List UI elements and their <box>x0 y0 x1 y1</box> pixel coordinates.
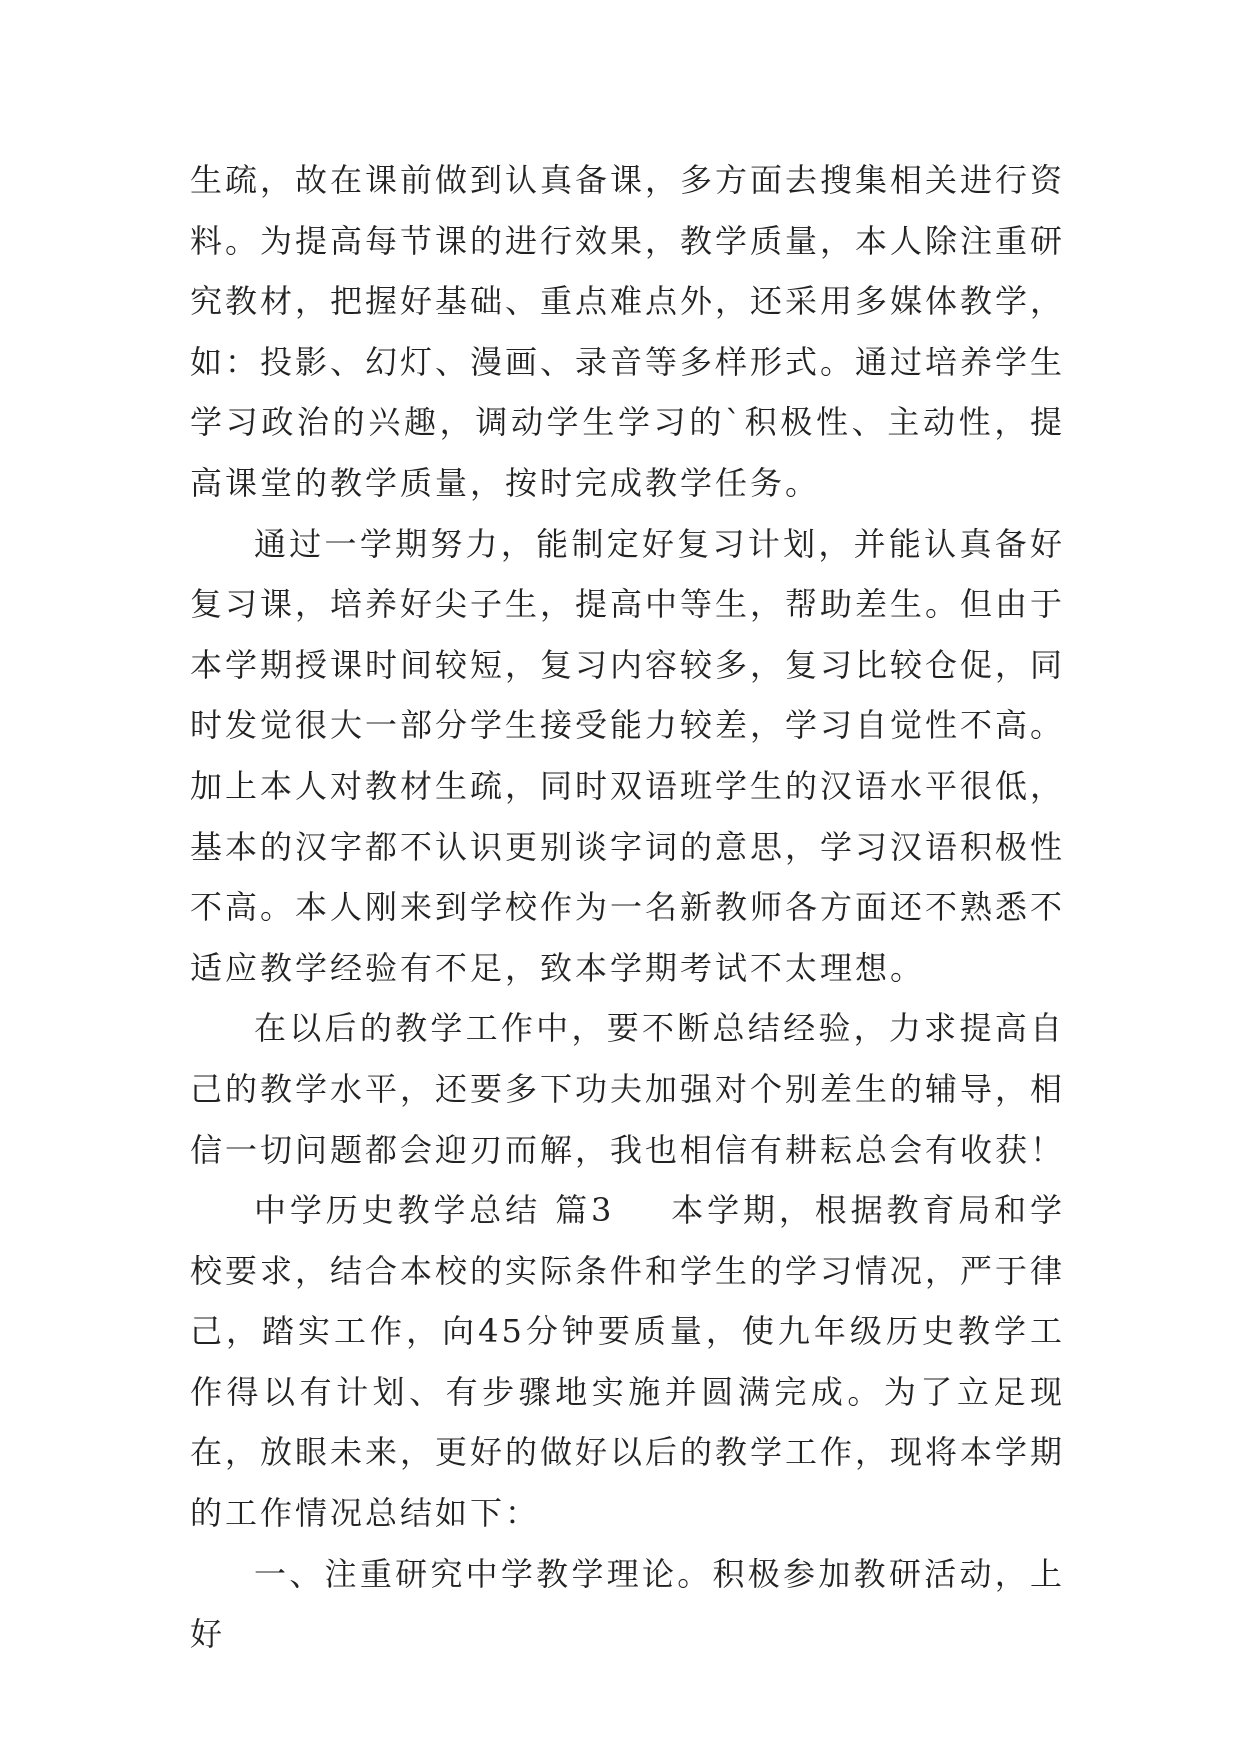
paragraph-5: 一、注重研究中学教学理论。积极参加教研活动，上好 <box>190 1554 1065 1654</box>
document-page <box>190 150 1065 1665</box>
paragraph-4 <box>190 1180 1065 1544</box>
paragraph-3: 在以后的教学工作中，要不断总结经验，力求提高自己的教学水平，还要多下功夫加强对个别差生的辅导，相信一切问题都会迎刃而解，我也相信有耕耘总会有收获！ <box>190 1009 1066 1169</box>
paragraph-1: 生疏，故在课前做到认真备课，多方面去搜集相关进行资料。为提高每节课的进行效果，教学质量，本人除注重研究教材，把握好基础、重点难点外，还采用多媒体教学，如：投影、幻灯、漫画、录音等多样形式。通过培养学生学习政治的兴趣，调动学生学习的`积极性、主动性，提高课堂的教学质量，按时完成教学任务。 <box>190 161 1066 502</box>
paragraph-4-body: 本学期，根据教育局和学校要求，结合本校的实际条件和学生的学习情况，严于律己，踏实工作，向45分钟要质量，使九年级历史教学工作得以有计划、有步骤地实施并圆满完成。为了立足现在，放眼未来，更好的做好以后的教学工作，现将本学期的工作情况总结如下： <box>190 1191 1066 1533</box>
paragraph-2: 通过一学期努力，能制定好复习计划，并能认真备好复习课，培养好尖子生，提高中等生，帮助差生。但由于本学期授课时间较短，复习内容较多，复习比较仓促，同时发觉很大一部分学生接受能力较差，学习自觉性不高。加上本人对教材生疏，同时双语班学生的汉语水平很低，基本的汉字都不认识更别谈字词的意思，学习汉语积极性不高。本人刚来到学校作为一名新教师各方面还不熟悉不适应教学经验有不足，致本学期考试不太理想。 <box>190 524 1066 987</box>
section-title: 中学历史教学总结 篇3 <box>254 1191 615 1230</box>
